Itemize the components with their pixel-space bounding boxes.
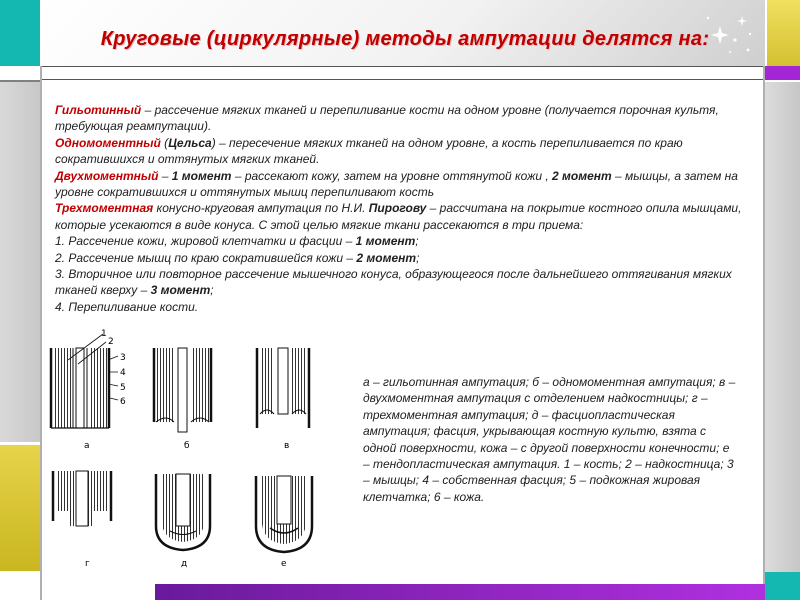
guillotine-paragraph <box>55 102 755 135</box>
moment-2-label: 2 момент <box>552 168 612 183</box>
diagram-label: б <box>184 441 190 451</box>
three-stage-text-2: – рассчитана на покрытие костного опила мышцами, которые усекаются в виде конуса. С этой целью мягкие ткани рассекаются в три приема: <box>55 201 742 232</box>
step-item <box>55 233 755 249</box>
right-divider-line <box>763 66 765 600</box>
purple-bottom-bar <box>155 584 765 600</box>
left-separator-block <box>0 66 40 82</box>
left-gray-bar <box>0 82 40 442</box>
step-tail: ; <box>210 283 214 298</box>
methods-text-block <box>55 102 755 315</box>
three-stage-paragraph <box>55 200 755 233</box>
guillotine-term: Гильотинный <box>55 103 142 117</box>
single-stage-description: ) – пересечение мягких тканей на одном уровне, а кость перепиливается по краю сократившихся и оттянутых мягких тканей. <box>55 135 683 167</box>
yellow-corner-block <box>765 0 800 66</box>
three-stage-term: Трехмоментная <box>55 201 154 216</box>
step-item <box>55 299 755 315</box>
left-divider-line <box>40 66 42 600</box>
single-stage-paragraph <box>55 135 755 168</box>
step-text: 2. Рассечение мышц по краю сократившейся кожи – <box>55 250 357 265</box>
step-moment: 2 момент <box>356 250 417 265</box>
single-stage-term: Одномоментный <box>55 135 161 150</box>
diagram-label: е <box>281 559 287 569</box>
amputation-methods-figure <box>48 326 348 574</box>
celsus-name: Цельса <box>168 135 212 150</box>
diagram-e-fasciaplastic <box>156 474 210 550</box>
legend-number: 1 <box>101 329 107 339</box>
legend-number: 5 <box>120 383 126 393</box>
purple-accent-block <box>765 66 800 80</box>
diagram-label: в <box>284 441 290 451</box>
single-stage-paren: ( <box>160 135 169 150</box>
moment-1-label: 1 момент <box>171 168 232 183</box>
legend-number: 2 <box>108 337 114 347</box>
two-stage-paragraph <box>55 168 755 201</box>
legend-number: 4 <box>120 368 126 378</box>
right-gray-bar <box>765 82 800 572</box>
figure-caption: а – гильотинная ампутация; б – одномоментная ампутация; в – двухмоментная ампутация с отделением надкостницы; г – трехмоментная ампутация; д – фасциопластическая ампутация; фасция, укрывающая костную культю, взята с одной поверхности, кожа – с другой поверхности конечности; е – тендопластическая ампутация. 1 – кость; 2 – надкостница; 3 – мышцы; 4 – собственная фасция; 5 – подкожная жировая клетчатка; 6 – кожа. <box>363 375 736 504</box>
diagram-a-guillotine <box>51 334 118 428</box>
step-moment: 3 момент <box>150 283 211 298</box>
diagram-c-two-stage <box>257 348 309 428</box>
two-stage-term: Двухмоментный <box>55 168 159 183</box>
two-stage-dash: – <box>158 168 172 183</box>
left-yellow-block <box>0 445 40 571</box>
step-item <box>55 250 755 266</box>
diagram-label: д <box>181 559 188 569</box>
step-item <box>55 266 755 299</box>
diagram-b-single-stage <box>154 348 211 432</box>
teal-bottom-block <box>765 572 800 600</box>
step-text: 4. Перепиливание кости. <box>55 299 199 314</box>
three-stage-text-1: конусно-круговая ампутация по Н.И. <box>153 201 369 216</box>
legend-number: 6 <box>120 397 126 407</box>
legend-number: 3 <box>120 353 126 363</box>
diagram-f-tendoplastic <box>256 476 312 552</box>
teal-corner-block <box>0 0 40 66</box>
pirogov-name: Пирогову <box>368 201 427 216</box>
header-divider-band <box>42 66 765 80</box>
guillotine-description: – рассечение мягких тканей и перепиливание кости на одном уровне (получается порочная культя, требующая реампутации). <box>55 103 719 134</box>
diagram-d-three-stage <box>53 471 111 526</box>
diagram-label: а <box>84 441 90 451</box>
left-bottom-block <box>0 571 40 600</box>
step-moment: 1 момент <box>355 234 416 249</box>
step-tail: ; <box>416 250 420 265</box>
step-text: 3. Вторичное или повторное рассечение мышечного конуса, образующегося после дальнейшего оттягивания мягких тканей кверху – <box>55 267 732 298</box>
step-tail: ; <box>415 234 419 249</box>
step-text: 1. Рассечение кожи, жировой клетчатки и фасции – <box>55 234 356 249</box>
two-stage-text-1: – рассекают кожу, затем на уровне оттянутой кожи , <box>231 168 553 183</box>
two-stage-text-2: – мышцы, а затем на уровне сократившихся и оттянутых мышц перепиливают кость <box>55 168 738 200</box>
diagram-label: г <box>85 559 90 569</box>
slide-title: Круговые (циркулярные) методы ампутации делятся на: <box>100 28 710 50</box>
